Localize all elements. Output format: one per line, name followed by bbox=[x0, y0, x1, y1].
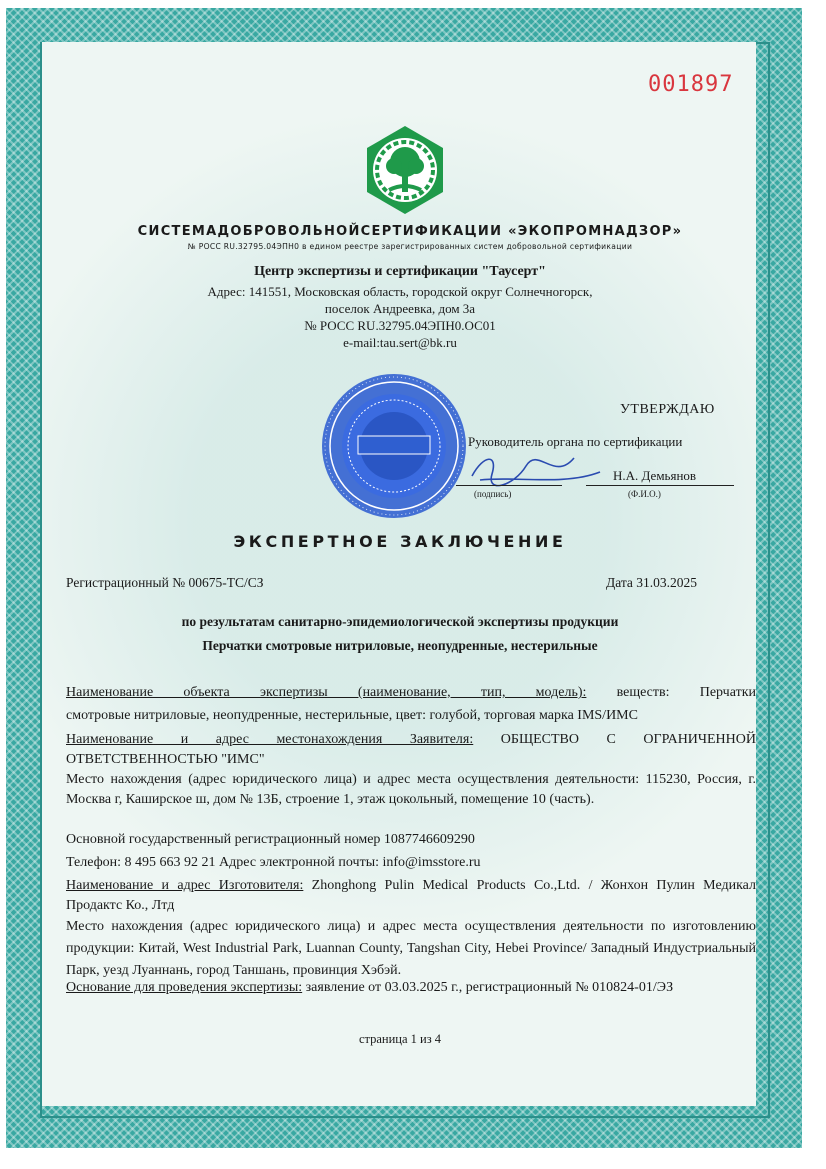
document-subtitle-1: по результатам санитарно-эпидемиологической экспертизы продукции bbox=[181, 614, 619, 629]
approver-name: Н.А. Демьянов bbox=[613, 468, 697, 483]
center-name: Центр экспертизы и сертификации "Таусерт" bbox=[254, 264, 546, 279]
ecopromnadzor-emblem-icon bbox=[359, 124, 451, 216]
center-email: e-mail:tau.sert@bk.ru bbox=[343, 335, 457, 350]
object-text-2: смотровые нитриловые, неопудренные, нестерильные, цвет: голубой, торговая марка IMS/ИМС bbox=[66, 708, 638, 723]
manufacturer-label: Наименование и адрес Изготовителя: bbox=[66, 878, 304, 893]
registration-number: Регистрационный № 00675-ТС/СЗ bbox=[66, 575, 264, 590]
center-address-line1: Адрес: 141551, Московская область, городской округ Солнечногорск, bbox=[207, 284, 593, 299]
applicant-name-2: ОТВЕТСТВЕННОСТЬЮ "ИМС" bbox=[66, 752, 265, 767]
applicant-name-1: ОБЩЕСТВО С ОГРАНИЧЕННОЙ bbox=[500, 732, 757, 747]
serial-number: 001897 bbox=[648, 72, 734, 97]
signature-line bbox=[456, 485, 562, 486]
signature-caption: (подпись) bbox=[474, 489, 512, 499]
contacts: Телефон: 8 495 663 92 21 Адрес электронной почты: info@imsstore.ru bbox=[66, 855, 481, 870]
applicant-address: Место нахождения (адрес юридического лица) и адрес места осуществления деятельности: 115230, Россия, г. Москва г, Каширское ш, дом № 13Б, строение 1, этаж цокольный, помещение 10 (часть). bbox=[66, 772, 756, 807]
manufacturer-text: Zhonghong Pulin Medical Products Co.,Ltd. / Жонхон Пулин Медикал Продактс Ко., Лтд bbox=[66, 878, 757, 913]
approval-role: Руководитель органа по сертификации bbox=[468, 434, 683, 449]
applicant-label: Наименование и адрес местонахождения Заявителя: bbox=[66, 732, 474, 747]
object-text-1: веществ: Перчатки bbox=[616, 685, 756, 700]
center-address-line2: поселок Андреевка, дом 3а bbox=[324, 301, 476, 316]
document-subtitle-2: Перчатки смотровые нитриловые, неопудренные, нестерильные bbox=[202, 638, 598, 653]
object-label: Наименование объекта экспертизы (наименование, тип, модель): bbox=[66, 685, 587, 700]
document-date: Дата 31.03.2025 bbox=[606, 575, 698, 590]
document-title: ЭКСПЕРТНОЕ ЗАКЛЮЧЕНИЕ bbox=[233, 532, 567, 551]
ogrn: Основной государственный регистрационный номер 1087746609290 bbox=[66, 832, 475, 847]
name-line bbox=[586, 485, 734, 486]
center-reg-number: № РОСС RU.32795.04ЭПН0.ОС01 bbox=[304, 318, 496, 333]
applicant-line-1 bbox=[66, 730, 756, 750]
round-seal-icon bbox=[318, 370, 470, 522]
object-line-1 bbox=[66, 683, 756, 703]
manufacturer-address: Место нахождения (адрес юридического лица) и адрес места осуществления деятельности по изготовлению продукции: Китай, West Industrial Park, Luannan County, Tangshan City, Hebei Province/ Западный Индустриальный Парк, уезд Луаннань, город Таншань, провинция Хэбэй. bbox=[66, 919, 756, 978]
page-number: страница 1 из 4 bbox=[358, 1032, 442, 1046]
basis-label: Основание для проведения экспертизы: bbox=[66, 980, 303, 995]
system-registry: № РОСС RU.32795.04ЭПН0 в едином реестре зарегистрированных систем добровольной сертификации bbox=[187, 242, 633, 251]
basis-text: заявление от 03.03.2025 г., регистрационный № 010824-01/ЭЗ bbox=[305, 980, 674, 995]
name-caption: (Ф.И.О.) bbox=[628, 489, 661, 499]
approval-heading: УТВЕРЖДАЮ bbox=[620, 402, 715, 417]
system-title: СИСТЕМАДОБРОВОЛЬНОЙСЕРТИФИКАЦИИ «ЭКОПРОМНАДЗОР» bbox=[137, 224, 683, 239]
manufacturer-block bbox=[66, 876, 756, 916]
basis-block bbox=[66, 978, 756, 998]
